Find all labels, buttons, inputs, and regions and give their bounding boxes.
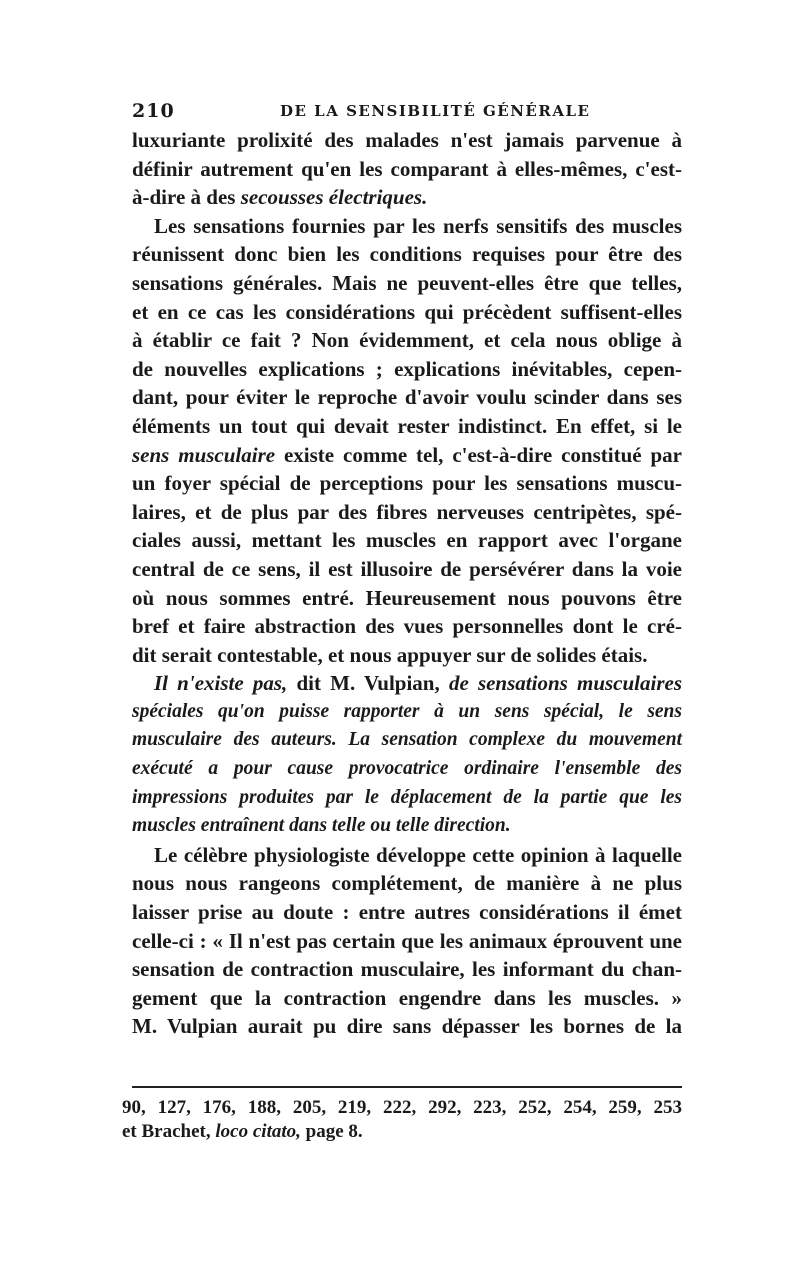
footnote xyxy=(122,1096,682,1144)
text-line: un foyer spécial de perceptions pour les sensations muscu- xyxy=(132,471,682,496)
text-line xyxy=(132,183,682,212)
text-line: dit serait contestable, et nous appuyer sur de solides étais. xyxy=(132,642,648,667)
quote-text: de sensations musculaires xyxy=(448,671,683,696)
text-line: sensations générales. Mais ne peuvent-elles être que telles, xyxy=(132,270,682,295)
paragraph-start: Les sensations fournies par les nerfs sensitifs des muscles xyxy=(154,213,682,238)
text-fragment: page 8. xyxy=(305,1121,363,1142)
quote-line: impressions produites par le déplacement de la partie que les xyxy=(132,786,682,808)
text-line xyxy=(132,441,682,470)
text-line: réunissent donc bien les conditions requises pour être des xyxy=(132,242,682,267)
text-line: à établir ce fait ? Non évidemment, et cela nous oblige à xyxy=(132,328,682,353)
text-line: où nous sommes entré. Heureusement nous pouvons être xyxy=(132,585,682,610)
main-text xyxy=(132,126,682,1041)
text-fragment: à-dire à des xyxy=(132,185,236,210)
footnote-line xyxy=(122,1120,682,1144)
text-line: ciales aussi, mettant les muscles en rapport avec l'organe xyxy=(132,528,682,553)
text-line: M. Vulpian aurait pu dire sans dépasser les bornes de la xyxy=(132,1014,682,1039)
paragraph-start: Le célèbre physiologiste développe cette opinion à laquelle xyxy=(154,842,682,867)
footnote-divider xyxy=(132,1086,682,1088)
quote-line xyxy=(132,669,682,698)
text-line: bref et faire abstraction des vues personnelles dont le cré- xyxy=(132,614,682,639)
text-fragment: existe comme tel, c'est-à-dire constitué par xyxy=(283,442,682,467)
quote-line: musculaire des auteurs. La sensation complexe du mouvement xyxy=(132,729,682,751)
page-number: 210 xyxy=(132,100,175,122)
text-line: et en ce cas les considérations qui précèdent suffisent-elles xyxy=(132,299,682,324)
quote-line: spéciales qu'on puisse rapporter à un sens spécial, le sens xyxy=(132,700,682,722)
text-line: laires, et de plus par des fibres nerveuses centripètes, spé- xyxy=(132,499,682,524)
text-line: de nouvelles explications ; explications inévitables, cepen- xyxy=(132,356,682,381)
quote-text: Il n'existe pas, xyxy=(154,671,288,696)
text-line: luxuriante prolixité des malades n'est jamais parvenue à xyxy=(132,128,682,152)
text-line: celle-ci : « Il n'est pas certain que les animaux éprouvent une xyxy=(132,928,682,953)
text-line: sensation de contraction musculaire, les informant du chan- xyxy=(132,957,682,982)
emphasis-text: loco citato, xyxy=(215,1121,301,1142)
emphasis-text: sens musculaire xyxy=(132,442,276,467)
footnote-line: 90, 127, 176, 188, 205, 219, 222, 292, 223, 252, 254, 259, 253 xyxy=(122,1097,682,1118)
quote-line: exécuté a pour cause provocatrice ordinaire l'ensemble des xyxy=(132,758,682,780)
text-line: central de ce sens, il est illusoire de persévérer dans la voie xyxy=(132,556,682,581)
text-line: gement que la contraction engendre dans les muscles. » xyxy=(132,985,682,1010)
text-line: définir autrement qu'en les comparant à elles-mêmes, c'est- xyxy=(132,156,682,181)
quote-line: muscles entraînent dans telle ou telle direction. xyxy=(132,815,511,837)
text-line: dant, pour éviter le reproche d'avoir voulu scinder dans ses xyxy=(132,385,682,410)
emphasis-text: secousses électriques. xyxy=(240,185,428,210)
text-line: nous nous rangeons complétement, de manière à ne plus xyxy=(132,871,682,896)
text-fragment: dit M. Vulpian, xyxy=(296,671,440,696)
text-fragment: et Brachet, xyxy=(122,1121,211,1142)
text-line: éléments un tout qui devait rester indistinct. En effet, si le xyxy=(132,413,682,438)
text-line: laisser prise au doute : entre autres considérations il émet xyxy=(132,900,682,925)
running-head: DE LA SENSIBILITÉ GÉNÉRALE xyxy=(280,102,591,120)
